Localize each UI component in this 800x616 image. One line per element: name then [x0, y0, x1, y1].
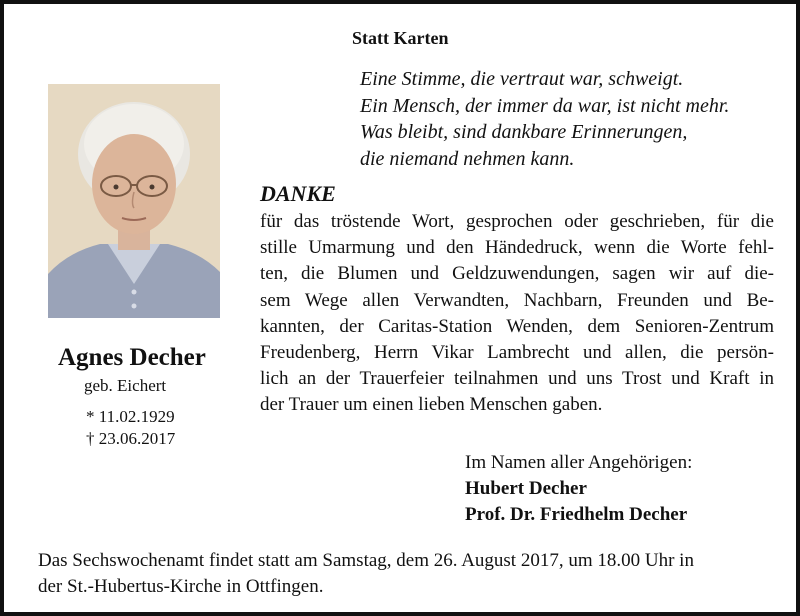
portrait-photo — [48, 84, 220, 318]
life-dates — [86, 406, 175, 450]
poem-line: Eine Stimme, die vertraut war, schweigt. — [360, 68, 684, 90]
birth-date: * 11.02.1929 — [86, 407, 175, 426]
poem-line: die niemand nehmen kann. — [360, 147, 575, 170]
deceased-name: Agnes Decher — [58, 344, 206, 371]
thanks-line: sem Wege allen Verwandten, Nachbarn, Freunden und Be- — [260, 289, 774, 311]
footer-line: Das Sechswochenamt findet statt am Samstag, dem 26. August 2017, um 18.00 Uhr in — [38, 550, 694, 571]
notice-header: Statt Karten — [352, 28, 449, 48]
thanks-line: lich an der Trauerfeier teilnahmen und uns Trost und Kraft in — [260, 368, 774, 390]
thanks-line: Freudenberg, Herrn Vikar Lambrecht und allen, die persön- — [260, 342, 774, 364]
thanks-text — [260, 209, 774, 419]
thanks-line: der Trauer um einen lieben Menschen gaben. — [260, 394, 603, 416]
thanks-line: stille Umarmung und den Händedruck, wenn die Worte fehl- — [260, 237, 774, 259]
signer-name: Hubert Decher — [465, 478, 587, 499]
thanks-line: ten, die Blumen und Geldzuwendungen, sagen wir auf die- — [260, 263, 774, 285]
thanks-line: für das tröstende Wort, gesprochen oder geschrieben, für die — [260, 211, 774, 232]
memorial-poem — [360, 66, 729, 172]
footer-line: der St.-Hubertus-Kirche in Ottfingen. — [38, 576, 324, 597]
maiden-name: geb. Eichert — [84, 376, 167, 395]
signature-block — [465, 450, 692, 528]
signer-name: Prof. Dr. Friedhelm Decher — [465, 504, 688, 525]
poem-line: Was bleibt, sind dankbare Erinnerungen, — [360, 121, 688, 143]
death-date: † 23.06.2017 — [86, 429, 176, 448]
signature-intro: Im Namen aller Angehörigen: — [465, 452, 693, 473]
thanks-title: DANKE — [260, 181, 336, 206]
poem-line: Ein Mensch, der immer da war, ist nicht mehr. — [360, 94, 730, 117]
thanks-line: kannten, der Caritas-Station Wenden, dem Senioren-Zentrum — [260, 315, 774, 337]
mass-announcement — [38, 548, 694, 600]
